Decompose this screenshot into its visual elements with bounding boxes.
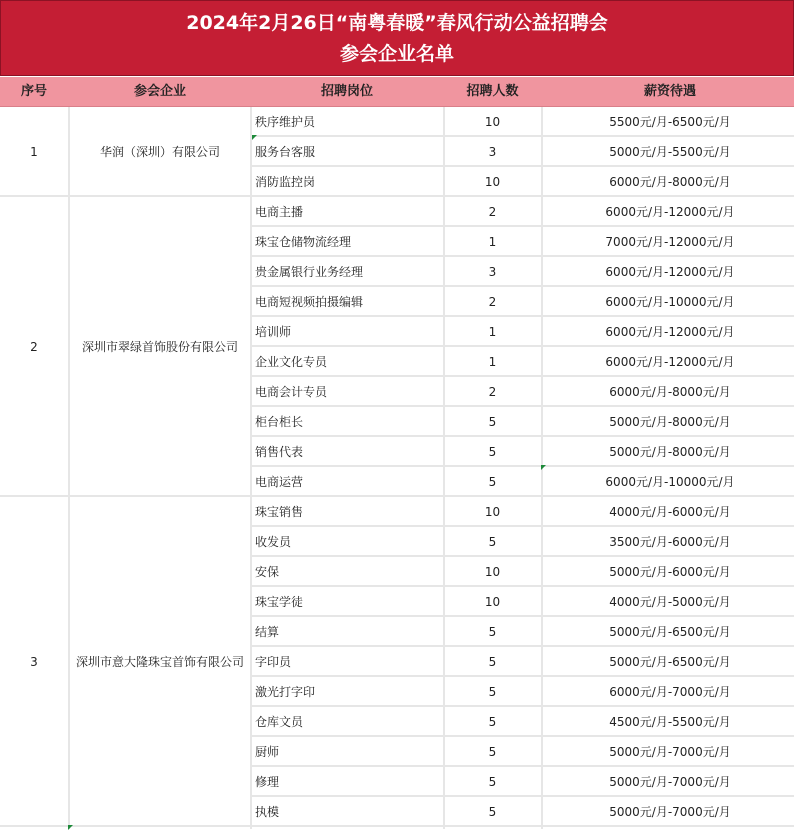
job-salary: 6000元/月-10000元/月	[605, 475, 735, 489]
job-headcount: 2	[488, 295, 497, 309]
job-salary: 6000元/月-8000元/月	[609, 385, 731, 399]
job-salary: 5000元/月-7000元/月	[609, 745, 731, 759]
job-salary: 6000元/月-12000元/月	[605, 265, 735, 279]
job-salary: 6000元/月-12000元/月	[605, 355, 735, 369]
job-headcount: 5	[488, 475, 497, 489]
job-position: 仓库文员	[255, 715, 304, 729]
job-position: 厨师	[255, 745, 280, 759]
job-position: 电商短视频拍摄编辑	[255, 295, 364, 309]
job-position: 珠宝学徒	[255, 595, 304, 609]
job-position: 秩序维护员	[255, 115, 316, 129]
title-line-2: 参会企业名单	[339, 43, 454, 65]
job-headcount: 3	[488, 265, 497, 279]
job-headcount: 10	[484, 505, 501, 519]
job-position: 电商主播	[255, 205, 304, 219]
column-header-no: 序号	[20, 84, 47, 99]
job-headcount: 1	[488, 325, 497, 339]
job-headcount: 5	[488, 715, 497, 729]
job-position: 珠宝仓储物流经理	[255, 235, 352, 249]
job-salary: 5000元/月-8000元/月	[609, 415, 731, 429]
job-salary: 6000元/月-12000元/月	[605, 205, 735, 219]
table-title-banner	[0, 0, 794, 76]
job-salary: 5000元/月-6500元/月	[609, 655, 731, 669]
cell-marker-icon	[541, 465, 546, 470]
job-headcount: 1	[488, 355, 497, 369]
job-headcount: 5	[488, 685, 497, 699]
job-position: 服务台客服	[255, 145, 316, 159]
row-divider	[0, 825, 794, 827]
job-salary: 6000元/月-8000元/月	[609, 175, 731, 189]
job-headcount: 5	[488, 745, 497, 759]
job-headcount: 10	[484, 595, 501, 609]
job-position: 贵金属银行业务经理	[255, 265, 364, 279]
column-header-salary: 薪资待遇	[643, 84, 696, 99]
job-position: 珠宝销售	[255, 505, 304, 519]
column-header-position: 招聘岗位	[320, 84, 373, 99]
job-salary: 5000元/月-7000元/月	[609, 775, 731, 789]
title-line-1: 2024年2月26日“南粤春暖”春风行动公益招聘会	[186, 12, 608, 34]
job-position: 安保	[255, 565, 280, 579]
job-salary: 3500元/月-6000元/月	[609, 535, 731, 549]
job-position: 消防监控岗	[255, 175, 316, 189]
job-position: 销售代表	[255, 445, 304, 459]
cell-marker-icon	[252, 135, 257, 140]
job-headcount: 10	[484, 175, 501, 189]
job-position: 企业文化专员	[255, 355, 328, 369]
job-position: 激光打字印	[255, 685, 316, 699]
job-headcount: 5	[488, 445, 497, 459]
job-position: 收发员	[255, 535, 292, 549]
job-headcount: 5	[488, 775, 497, 789]
cell-marker-icon	[68, 825, 73, 830]
job-headcount: 5	[488, 535, 497, 549]
job-salary: 5000元/月-5500元/月	[609, 145, 731, 159]
job-salary: 6000元/月-12000元/月	[605, 325, 735, 339]
column-header-company: 参会企业	[133, 84, 186, 99]
company-name: 深圳市意大隆珠宝首饰有限公司	[75, 655, 244, 669]
job-position: 结算	[255, 625, 280, 639]
job-headcount: 3	[488, 145, 497, 159]
job-headcount: 5	[488, 655, 497, 669]
company-number: 3	[30, 655, 38, 669]
job-headcount: 5	[488, 805, 497, 819]
job-position: 字印员	[255, 655, 292, 669]
job-salary: 5000元/月-8000元/月	[609, 445, 731, 459]
job-salary: 4500元/月-5500元/月	[609, 715, 731, 729]
job-salary: 5000元/月-6500元/月	[609, 625, 731, 639]
company-table-body	[0, 107, 794, 829]
job-salary: 4000元/月-6000元/月	[609, 505, 731, 519]
job-headcount: 10	[484, 565, 501, 579]
job-headcount: 2	[488, 385, 497, 399]
job-salary: 5000元/月-7000元/月	[609, 805, 731, 819]
job-salary: 7000元/月-12000元/月	[605, 235, 735, 249]
job-salary: 6000元/月-7000元/月	[609, 685, 731, 699]
company-number: 2	[30, 340, 38, 354]
job-position: 培训师	[255, 325, 292, 339]
job-position: 电商运营	[255, 475, 304, 489]
job-salary: 4000元/月-5000元/月	[609, 595, 731, 609]
job-position: 柜台柜长	[255, 415, 304, 429]
job-salary: 6000元/月-10000元/月	[605, 295, 735, 309]
column-header-row	[0, 77, 794, 107]
job-headcount: 10	[484, 115, 501, 129]
company-number: 1	[30, 145, 38, 159]
job-headcount: 1	[488, 235, 497, 249]
column-divider	[250, 107, 252, 829]
job-headcount: 2	[488, 205, 497, 219]
job-salary: 5000元/月-6000元/月	[609, 565, 731, 579]
job-headcount: 5	[488, 415, 497, 429]
job-salary: 5500元/月-6500元/月	[609, 115, 731, 129]
job-position: 执模	[255, 805, 280, 819]
company-name: 华润（深圳）有限公司	[99, 145, 220, 159]
column-header-count: 招聘人数	[466, 84, 519, 99]
job-headcount: 5	[488, 625, 497, 639]
company-name: 深圳市翠绿首饰股份有限公司	[81, 340, 238, 354]
job-position: 修理	[255, 775, 280, 789]
job-position: 电商会计专员	[255, 385, 328, 399]
